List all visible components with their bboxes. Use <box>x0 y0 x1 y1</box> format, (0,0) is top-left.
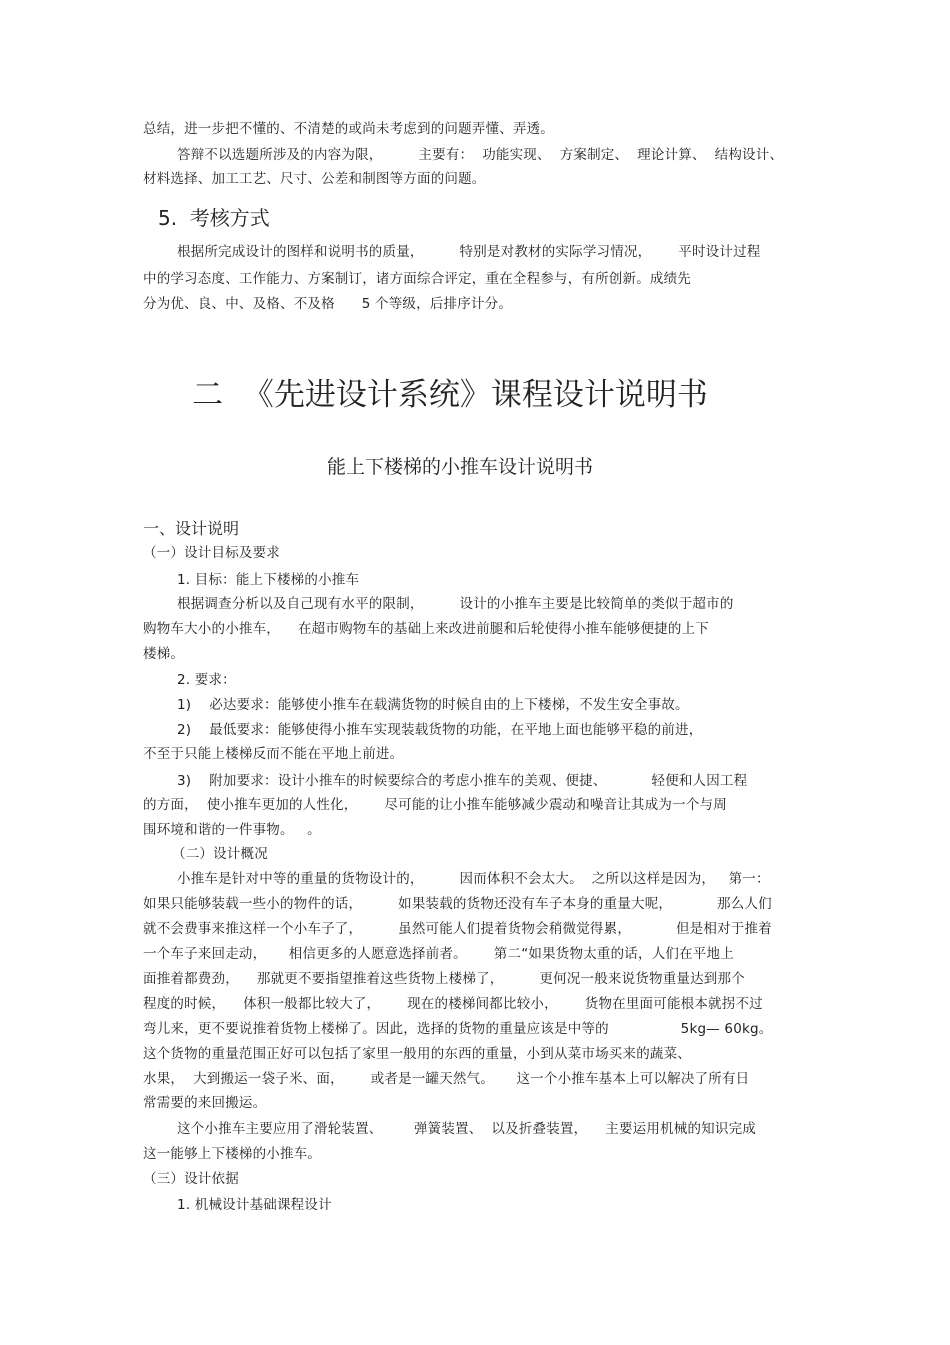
requirement-2-line-1: 2) 最低要求：能够使得小推车实现装载货物的功能，在平地上面也能够平稳的前进， <box>177 722 703 738</box>
document-subtitle: 能上下楼梯的小推车设计说明书 <box>326 456 593 478</box>
goal-line-2: 购物车大小的小推车， 在超市购物车的基础上来改进前腿和后轮使得小推车能够便捷的上下 <box>143 621 709 637</box>
overview-line-6: 程度的时候， 体积一般都比较大了， 现在的楼梯间都比较小， 货物在里面可能根本就拐不过 <box>143 996 763 1012</box>
apply-line-2: 这一能够上下楼梯的小推车。 <box>143 1146 322 1162</box>
overview-line-10: 常需要的来回搬运。 <box>143 1095 267 1111</box>
section-heading-assessment: 5. 考核方式 <box>158 206 270 230</box>
basis-item-1: 1. 机械设计基础课程设计 <box>177 1197 332 1213</box>
requirement-3-line-2: 的方面， 使小推车更加的人性化， 尽可能的让小推车能够减少震动和噪音让其成为一个与周 <box>143 797 727 813</box>
requirement-2-line-2: 不至于只能上楼梯反而不能在平地上前进。 <box>143 746 404 762</box>
intro-line-2: 答辩不以选题所涉及的内容为限， 主要有： 功能实现、 方案制定、 理论计算、 结构设计、 <box>177 147 784 163</box>
overview-line-9: 水果， 大到搬运一袋子米、面， 或者是一罐天然气。 这一个小推车基本上可以解决了所有日 <box>143 1071 750 1087</box>
apply-line-1: 这个小推车主要应用了滑轮装置、 弹簧装置、 以及折叠装置， 主要运用机械的知识完成 <box>177 1121 756 1137</box>
design-goal-subheading: （一）设计目标及要求 <box>143 545 280 561</box>
overview-line-8: 这个货物的重量范围正好可以包括了家里一般用的东西的重量，小到从菜市场买来的蔬菜、 <box>143 1046 691 1062</box>
design-overview-subheading: （二）设计概况 <box>172 846 268 862</box>
assessment-line-1: 根据所完成设计的图样和说明书的质量， 特别是对教材的实际学习情况， 平时设计过程 <box>177 244 761 260</box>
overview-line-2: 如果只能够装载一些小的物件的话， 如果装载的货物还没有车子本身的重量大呢， 那么人们 <box>143 896 772 912</box>
overview-line-5: 面推着都费劲， 那就更不要指望推着这些货物上楼梯了， 更何况一般来说货物重量达到那个 <box>143 971 745 987</box>
overview-line-3: 就不会费事来推这样一个小车子了， 虽然可能人们提着货物会稍微觉得累， 但是相对于推着 <box>143 921 772 937</box>
design-basis-subheading: （三）设计依据 <box>143 1171 239 1187</box>
overview-line-1: 小推车是针对中等的重量的货物设计的， 因而体积不会太大。 之所以这样是因为， 第一： <box>177 871 770 887</box>
overview-line-4: 一个车子来回走动， 相信更多的人愿意选择前者。 第二“如果货物太重的话，人们在平地上 <box>143 946 734 962</box>
design-description-heading: 一、设计说明 <box>143 519 240 538</box>
requirements-item: 2. 要求： <box>177 672 236 688</box>
assessment-line-3: 分为优、良、中、及格、不及格 5 个等级，后排序计分。 <box>143 296 513 312</box>
goal-line-1: 根据调查分析以及自己现有水平的限制， 设计的小推车主要是比较简单的类似于超市的 <box>177 596 734 612</box>
requirement-3-line-3: 围环境和谐的一件事物。 。 <box>143 822 321 838</box>
goal-line-3: 楼梯。 <box>143 646 185 662</box>
overview-line-7: 弯儿来，更不要说推着货物上楼梯了。因此，选择的货物的重量应该是中等的 5kg— 60kg。 <box>143 1021 773 1037</box>
assessment-line-2: 中的学习态度、工作能力、方案制订，诸方面综合评定，重在全程参与，有所创新。成绩先 <box>143 271 691 287</box>
requirement-3-line-1: 3) 附加要求：设计小推车的时候要综合的考虑小推车的美观、便捷、 轻便和人因工程 <box>177 773 748 789</box>
goal-item: 1. 目标：能上下楼梯的小推车 <box>177 572 360 588</box>
intro-line-1: 总结，进一步把不懂的、不清楚的或尚未考虑到的问题弄懂、弄透。 <box>143 121 554 137</box>
requirement-1: 1) 必达要求：能够使小推车在载满货物的时候自由的上下楼梯，不发生安全事故。 <box>177 697 689 713</box>
part-two-title: 二 《先进设计系统》课程设计说明书 <box>192 377 708 413</box>
intro-line-3: 材料选择、加工工艺、尺寸、公差和制图等方面的问题。 <box>143 171 486 187</box>
